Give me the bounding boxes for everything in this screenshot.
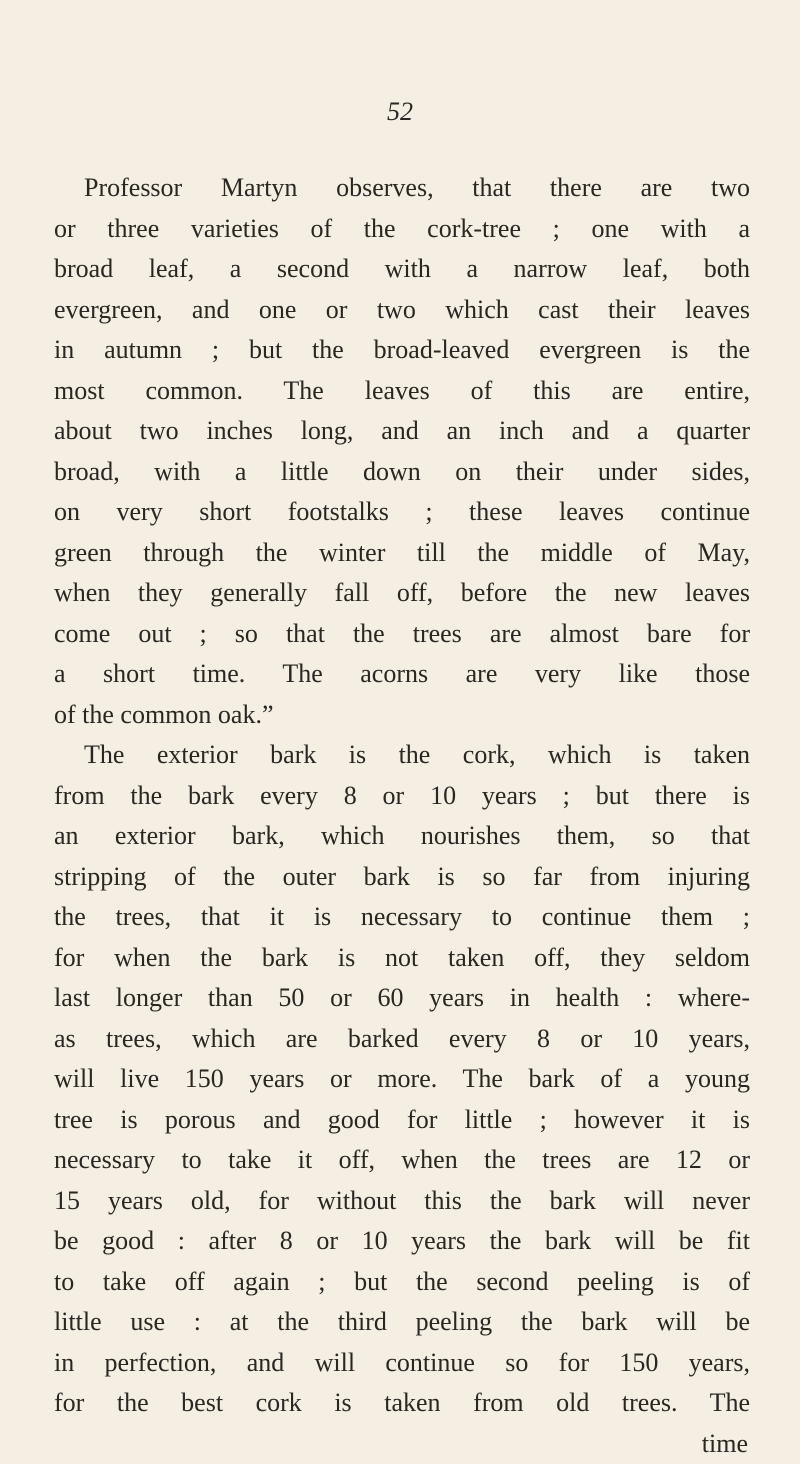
text-line: the trees, that it is necessary to continue them ; xyxy=(54,897,750,938)
text-line: broad, with a little down on their under sides, xyxy=(54,452,750,493)
text-line: as trees, which are barked every 8 or 10 years, xyxy=(54,1019,750,1060)
text-line: for when the bark is not taken off, they seldom xyxy=(54,938,750,979)
text-line: little use : at the third peeling the bark will be xyxy=(54,1302,750,1343)
text-line: when they generally fall off, before the new leaves xyxy=(54,573,750,614)
text-line: be good : after 8 or 10 years the bark will be fit xyxy=(54,1221,750,1262)
text-line: broad leaf, a second with a narrow leaf, both xyxy=(54,249,750,290)
text-line: necessary to take it off, when the trees are 12 or xyxy=(54,1140,750,1181)
body-text xyxy=(54,168,750,1464)
text-line: for the best cork is taken from old trees. The xyxy=(54,1383,750,1424)
text-line: in perfection, and will continue so for 150 years, xyxy=(54,1343,750,1384)
text-line: green through the winter till the middle of May, xyxy=(54,533,750,574)
text-line: or three varieties of the cork-tree ; one with a xyxy=(54,209,750,250)
text-line: an exterior bark, which nourishes them, so that xyxy=(54,816,750,857)
text-line: about two inches long, and an inch and a quarter xyxy=(54,411,750,452)
text-line: come out ; so that the trees are almost bare for xyxy=(54,614,750,655)
text-line: in autumn ; but the broad-leaved evergreen is the xyxy=(54,330,750,371)
text-line: on very short footstalks ; these leaves continue xyxy=(54,492,750,533)
page-number: 52 xyxy=(380,97,420,127)
catchword: time xyxy=(54,1424,750,1464)
text-line: The exterior bark is the cork, which is taken xyxy=(54,735,750,776)
text-line: will live 150 years or more. The bark of a young xyxy=(54,1059,750,1100)
text-line: of the common oak.” xyxy=(54,695,750,736)
text-line: stripping of the outer bark is so far from injuring xyxy=(54,857,750,898)
text-line: Professor Martyn observes, that there are two xyxy=(54,168,750,209)
text-line: tree is porous and good for little ; however it is xyxy=(54,1100,750,1141)
text-line: a short time. The acorns are very like those xyxy=(54,654,750,695)
text-line: from the bark every 8 or 10 years ; but there is xyxy=(54,776,750,817)
text-line: evergreen, and one or two which cast their leaves xyxy=(54,290,750,331)
text-line: most common. The leaves of this are entire, xyxy=(54,371,750,412)
text-line: to take off again ; but the second peeling is of xyxy=(54,1262,750,1303)
text-line: 15 years old, for without this the bark will never xyxy=(54,1181,750,1222)
text-line: last longer than 50 or 60 years in health : where- xyxy=(54,978,750,1019)
